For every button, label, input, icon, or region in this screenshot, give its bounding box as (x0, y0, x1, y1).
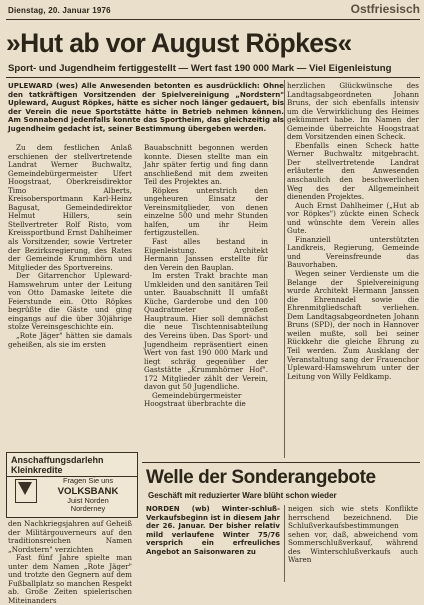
article-column-3 (287, 82, 419, 462)
section-rule (142, 462, 420, 463)
paragraph: Fast alles bestand in Eigenleistung. Architekt Hermann Janssen erstellte für den Verein den Bauplan. (144, 237, 268, 272)
article2-column-1 (146, 505, 280, 582)
newspaper-name: Ostfriesisch (350, 2, 420, 16)
ad-headline-line: Anschaffungsdarlehn (11, 455, 104, 465)
ad-bank-name: VOLKSBANK (57, 485, 119, 497)
article-column-1 (8, 140, 132, 445)
article-column-2 (144, 140, 268, 460)
paragraph: Röpkes unterstrich den ungeheuren Einsatz der Vereinsmitglieder, von denen einzelne 500 und mehr Stunden halfen, um ihr Heim fertigzustellen. (144, 185, 268, 238)
masthead-bar (6, 3, 420, 20)
paragraph: herzlichen Glückwünsche des Landtagsabgeordneten Johann Bruns, der sich ebenfalls intensiv um die Verwirklichung des Heimes gekümmert habe. Im Namen der Gemeinde überreichte Hoogstraat dem Vorsitzenden einen Scheck. (287, 81, 419, 142)
ad-body (43, 477, 133, 514)
paragraph: Auch Ernst Dahlheimer („Hut ab vor Röpkes") zückte einen Scheck und wünschte dem Verein alles Gute. (287, 200, 419, 236)
paragraph: Finanziell unterstützten Landkreis, Regierung, Gemeinde und Vereinsfreunde das Bauvorhaben. (287, 234, 419, 270)
ad-headline-line: Kleinkredite (11, 465, 63, 475)
issue-date: Dienstag, 20. Januar 1976 (8, 6, 111, 15)
paragraph: Fast fünf Jahre spielte man unter dem Namen „Rote Jäger" und trotzte den Gegnern auf dem Fußballplatz so manchen Respekt ab. Große Zeiten spielerischen Miteinanders (8, 553, 132, 605)
paragraph: Ebenfalls einen Scheck hatte Werner Buchwaltz mitgebracht. Der stellvertretende Landrat erläuterte den Anwesenden anschaulich den beschwerlichen Weg des der Allgemeinheit dienenden Projektes. (287, 140, 419, 202)
column-divider (284, 80, 285, 458)
article2-dateline: NORDEN (wb) Winter-schluß-Verkaufsbeginn ist in diesem Jahr der 26. Januar. Der bisher relativ mild verlaufene Winter 75/76 versprich ein erfreuliches Angebot an Saisonwaren zu (146, 505, 280, 556)
paragraph: Gemeindebürgermeister Hoogstraat überbrachte die (144, 390, 246, 409)
article-lead: UPLEWARD (wes) Alle Anwesenden betonten es ausdrücklich: Ohne den tatkräftigen Vorsitzenden der Spielvereinigung „Nordstern" Upleward, August Röpkes, hätte es sicher noch länger gedauert, bis der Verein die neue Sportstätte hätte in Betrieb nehmen können. Am Sonnabend jedenfalls konnte das Sportheim, das gleichzeitig als Jugendheim gedacht ist, seiner Bestimmung übergeben werden. (8, 81, 284, 133)
ad-line: Fragen Sie uns (62, 476, 114, 485)
ad-line: Juist Norden (67, 495, 109, 505)
article2-column-2 (288, 505, 418, 582)
paragraph: neigen sich wie stets Konflikte herrschend bezeichnend. Die Schlußverkaufsbestimmungen sehen vor, daß, abweichend vom Sommerschlußverkauf, während des Winterschlußverkaufs auch Waren (288, 504, 418, 565)
paragraph: den Nachkriegsjahren auf Geheiß der Militärgouverneurs auf den traditionsreichen Namen „Nordstern" verzichten (8, 519, 132, 554)
paragraph: Bauabschnitt begonnen werden konnte. Diesen stellte man ein Jahr später fertig und fing dann anschließend mit dem zweiten Teil des Projektes an. (144, 143, 268, 187)
paragraph: Im ersten Trakt brachte man Umkleiden und den sanitären Teil unter. Bauabschnitt II umfaßt Küche, Garderobe und den 100 Quadratmeter großen Hauptraum. Hier soll demnächst die neue Tischtennisabteilung des Vereins üben. Das Sport- und Jugendheim repräsentiert einen Wert von fast 190 000 Mark und liegt schräg gegenüber der Gaststätte „Krummhörner Hof". 172 Mitglieder zählt der Verein, davon gut 50 Jugendliche. (144, 271, 268, 392)
paragraph: „Rote Jäger" hätten sie damals geheißen, als sie im ersten (8, 331, 132, 349)
paragraph: Zu dem festlichen Anlaß erschienen der stellvertretende Landrat Werner Buchwaltz, Gemeindebürgermeister Ufert Hoogstraat, Oberkreisdirektor Timo Alberts, Kreisobersportmann Karl-Heinz Bagusat, Gemeindedirektor Helmut Hillers, sein Stellvertreter Rolf Risto, vom Kreissportbund Ernst Dahlheimer als Vorsitzender, sowie Vertreter der Bezirksregierung, des Rates der Gemeinde Krummhörn und Mitglieder des Sportvereins. (8, 143, 132, 272)
article2-headline: Welle der Sonderangebote (146, 467, 376, 488)
article-subhead: Sport- und Jugendheim fertiggestellt — Wert fast 190 000 Mark — Viel Eigenleistung (8, 63, 392, 74)
headline-rule (6, 77, 420, 78)
volksbank-ad (6, 452, 138, 518)
volksbank-logo-icon (15, 479, 37, 503)
paragraph: Der Gitarrenchor Upleward-Hamswehrum unter der Leitung von Otto Damaske leitete die Feierstunde ein. Otto Röpkes begrüßte die Gäste und ging eingangs auf die über 30jährige stolze Vereinsgeschichte ein. (8, 271, 132, 332)
article-headline: »Hut ab vor August Röpkes« (6, 28, 352, 58)
article2-subhead: Geschäft mit reduzierter Ware blüht schon wieder (148, 491, 337, 500)
ad-headline (7, 453, 137, 477)
paragraph: Wegen seiner Verdienste um die Belange der Spielvereinigung wurde Architekt Hermann Janssen die Ehrennadel sowie die Ehrenmitgliedschaft verliehen. Dem Landtagsabgeordneten Johann Bruns (SPD), der noch in Hannover weilen mußte, soll bei seiner Rückkehr die gleiche Ehrung zu Teil werden. Zum Ausklang der Veranstaltung sang der Frauenchor Upleward-Hamswehrum unter der Leitung von Willy Feldkamp. (287, 269, 419, 381)
article-column-1-continued (8, 519, 132, 605)
ad-line: Norderney (70, 504, 106, 514)
column-divider (284, 505, 285, 582)
